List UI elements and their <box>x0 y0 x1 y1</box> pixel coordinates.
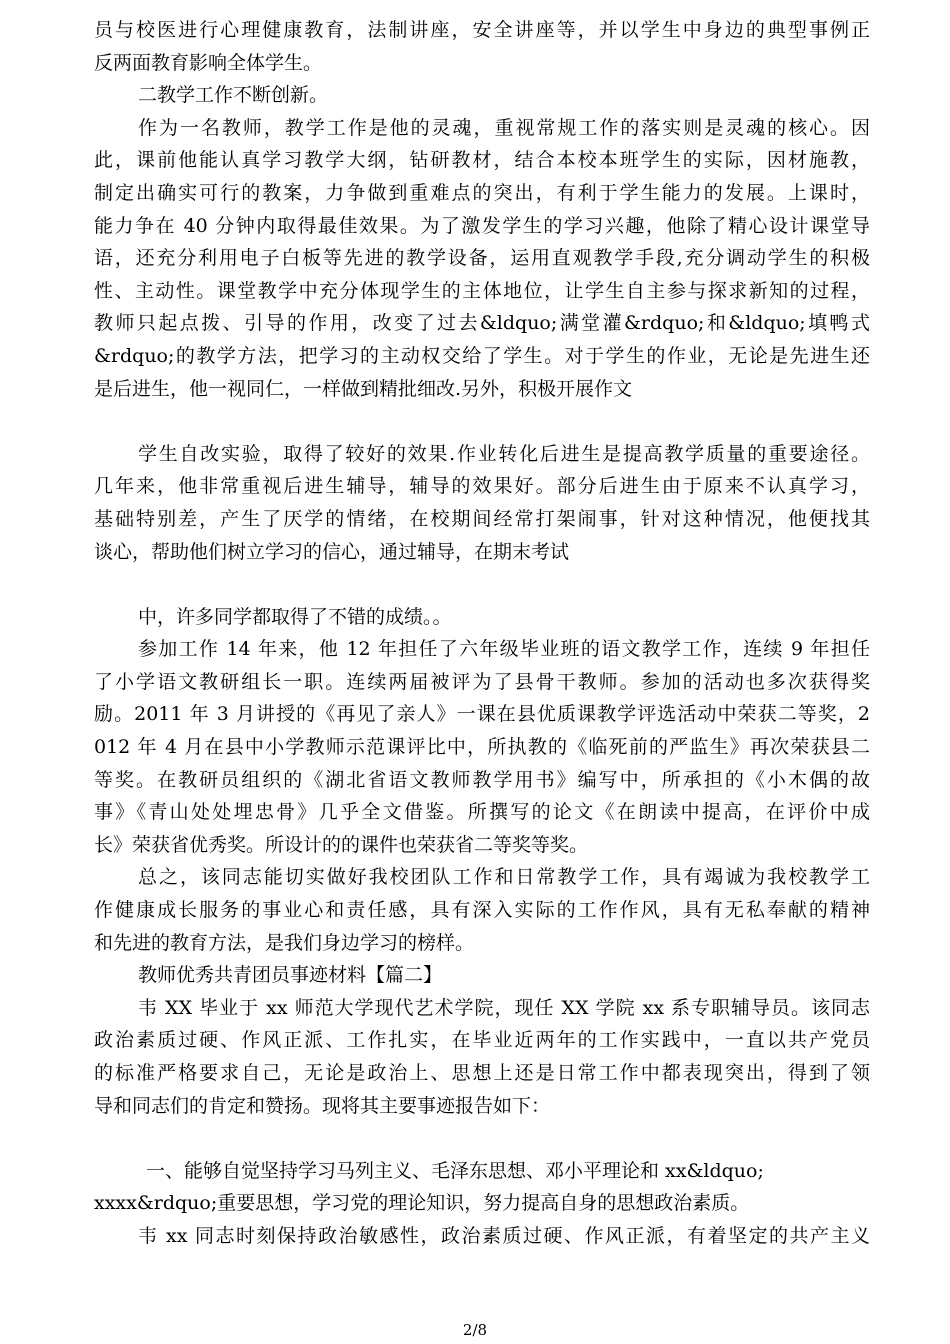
text-line: 语，还充分利用电子白板等先进的教学设备，运用直观教学手段,充分调动学生的积极 <box>94 247 870 270</box>
blank-line <box>94 1122 870 1155</box>
text-line: 政治素质过硬、作风正派、工作扎实，在毕业近两年的工作实践中，一直以共产党员 <box>94 1029 870 1052</box>
text-line: 作健康成长服务的事业心和责任感，具有深入实际的工作作风，具有无私奉献的精神 <box>94 899 870 922</box>
text-line: 是后进生，他一视同仁，一样做到精批细改.另外，积极开展作文 <box>94 377 633 400</box>
text-line: 作为一名教师，教学工作是他的灵魂，重视常规工作的落实则是灵魂的核心。因 <box>138 116 870 139</box>
text-line: 长》荣获省优秀奖。所设计的的课件也荣获省二等奖等奖。 <box>94 833 589 856</box>
text-line: 总之，该同志能切实做好我校团队工作和日常教学工作，具有竭诚为我校教学工 <box>138 866 870 889</box>
text-line: 学生自改实验，取得了较好的效果.作业转化后进生是提高教学质量的重要途径。 <box>138 442 870 465</box>
text-line: 基础特别差，产生了厌学的情绪，在校期间经常打架闹事，针对这种情况，他便找其 <box>94 507 870 530</box>
text-line: 励。2011 年 3 月讲授的《再见了亲人》一课在县优质课教学评选活动中荣获二等奖，2 <box>94 703 870 726</box>
blank-line <box>94 405 870 438</box>
text-line: 一、能够自觉坚持学习马列主义、毛泽东思想、邓小平理论和 xx&ldquo; <box>146 1159 764 1182</box>
text-line: 和先进的教育方法，是我们身边学习的榜样。 <box>94 931 475 954</box>
text-line: xxxx&rdquo;重要思想，学习党的理论知识，努力提高自身的思想政治素质。 <box>94 1192 750 1215</box>
text-line: 了小学语文教研组长一职。连续两届被评为了县骨干教师。参加的活动也多次获得奖 <box>94 670 870 693</box>
text-line: 此，课前他能认真学习教学大纲，钻研教材，结合本校本班学生的实际，因材施教， <box>94 149 870 172</box>
text-line: 参加工作 14 年来，他 12 年担任了六年级毕业班的语文教学工作，连续 9 年担任 <box>138 638 870 661</box>
text-line: 的标准严格要求自己，无论是政治上、思想上还是日常工作中都表现突出，得到了领 <box>94 1062 870 1084</box>
text-line: &rdquo;的教学方法，把学习的主动权交给了学生。对于学生的作业，无论是先进生还 <box>94 344 870 367</box>
text-line: 性、主动性。课堂教学中充分体现学生的主体地位，让学生自主参与探求新知的过程， <box>94 279 870 302</box>
text-line: 012 年 4 月在县中小学教师示范课评比中，所执教的《临死前的严监生》再次荣获县二 <box>94 736 870 759</box>
text-line: 教师优秀共青团员事迹材料【篇二】 <box>138 964 443 987</box>
text-line: 导和同志们的肯定和赞扬。现将其主要事迹报告如下： <box>94 1094 551 1117</box>
page-number: 2/8 <box>462 1321 488 1339</box>
text-line: 教师只起点拨、引导的作用，改变了过去&ldquo;满堂灌&rdquo;和&ldquo;填鸭式 <box>94 312 870 335</box>
text-line: 谈心，帮助他们树立学习的信心，通过辅导，在期末考试 <box>94 540 570 563</box>
document-body <box>94 14 870 1253</box>
text-line: 制定出确实可行的教案，力争做到重难点的突出，有利于学生能力的发展。上课时， <box>94 181 870 204</box>
text-line: 二教学工作不断创新。 <box>138 84 329 107</box>
text-line: 事》《青山处处埋忠骨》几乎全文借鉴。所撰写的论文《在朗读中提高，在评价中成 <box>94 801 870 824</box>
blank-line <box>94 568 870 601</box>
text-line: 等奖。在教研员组织的《湖北省语文教师教学用书》编写中，所承担的《小木偶的故 <box>94 768 870 791</box>
text-line: 反两面教育影响全体学生。 <box>94 51 323 74</box>
text-line: 几年来，他非常重视后进生辅导，辅导的效果好。部分后进生由于原来不认真学习， <box>94 475 870 498</box>
text-line: 韦 XX 毕业于 xx 师范大学现代艺术学院，现任 XX 学院 xx 系专职辅导员。该同志 <box>138 996 870 1019</box>
text-line: 能力争在 40 分钟内取得最佳效果。为了激发学生的学习兴趣，他除了精心设计课堂导 <box>94 214 870 237</box>
text-line: 员与校医进行心理健康教育，法制讲座，安全讲座等，并以学生中身边的典型事例正 <box>94 19 870 41</box>
text-line: 中，许多同学都取得了不错的成绩。。 <box>138 605 452 628</box>
text-line: 韦 xx 同志时刻保持政治敏感性，政治素质过硬、作风正派，有着坚定的共产主义 <box>138 1224 870 1247</box>
